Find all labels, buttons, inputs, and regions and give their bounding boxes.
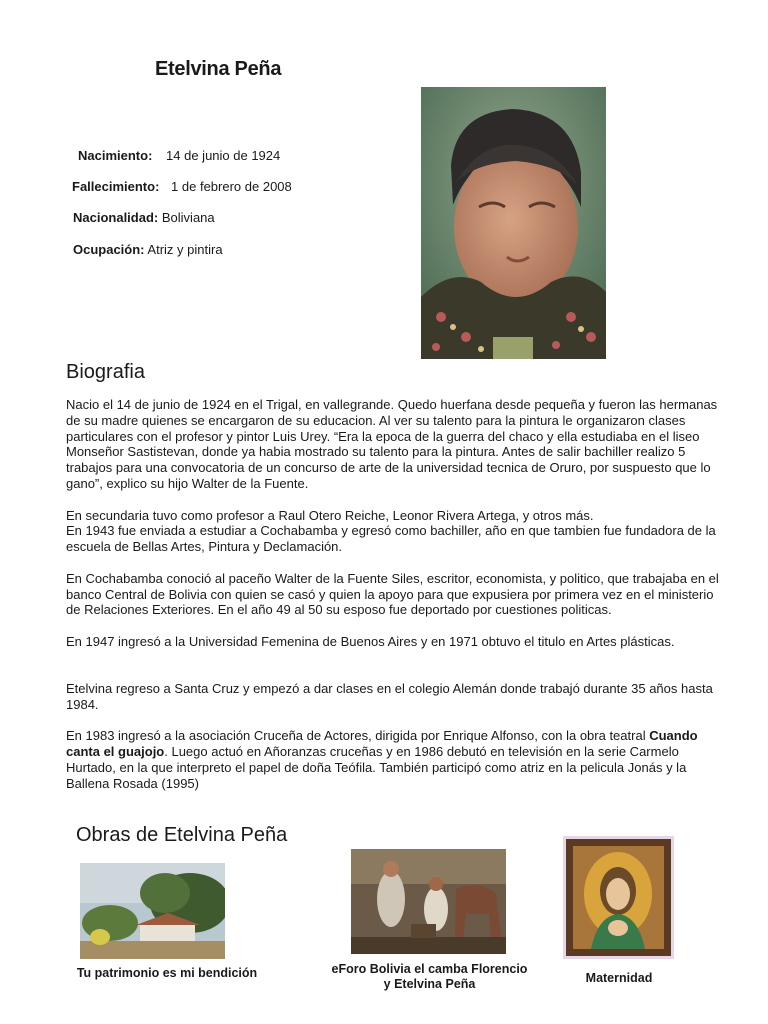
biography-text-segment: . Luego actuó en Añoranzas cruceñas y en 1986 debutó en televisión en la serie Carmelo Hurtado, en la que interpreto el papel de doña Teófila. También participó como atriz en la pelicula Jonás y la Ballena Rosada (1995)	[66, 743, 687, 791]
biography-paragraph: Etelvina regreso a Santa Cruz y empezó a dar clases en el colegio Alemán donde trabajó durante 35 años hasta 1984.	[66, 680, 713, 712]
fact-label: Fallecimiento:	[72, 179, 160, 194]
biography-heading: Biografia	[66, 361, 145, 383]
page-title: Etelvina Peña	[155, 58, 282, 80]
biography-text	[66, 397, 726, 807]
works-heading: Obras de Etelvina Peña	[76, 824, 288, 846]
fact-label: Nacionalidad:	[73, 210, 159, 225]
artwork-caption: Tu patrimonio es mi bendición	[76, 966, 258, 980]
portrait-photo	[421, 87, 606, 359]
artwork-maternidad-image	[563, 836, 674, 959]
fact-label: Nacimiento:	[78, 148, 153, 163]
biography-paragraph: Nacio el 14 de junio de 1924 en el Trigal, en vallegrande. Quedo huerfana desde pequeña y fueron las hermanas de su madre quienes se encargaron de su educacion. Al ver su talento para la pintura le organizaron clases particulares con el profesor y pintor Luis Urey. “Era la epoca de la guerra del chaco y ella estudiaba en el liseo Monseñor Sastistevan, donde ya habia mostrado su talento para la pintura. Antes de salir bachiller realizo 5 trabajos para una convocatoria de un concurso de arte de la universidad tecnica de Oruro, por suspuesto que lo gano”, explico su hijo Walter de la Fuente.	[66, 397, 718, 491]
artwork-caption-line: y Etelvina Peña	[383, 977, 476, 991]
biography-paragraph	[66, 508, 726, 555]
biography-paragraph	[66, 728, 726, 791]
biography-line: En secundaria tuvo como profesor a Raul Otero Reiche, Leonor Rivera Artega, y otros más.	[66, 507, 594, 523]
biography-paragraph: En Cochabamba conoció al paceño Walter de la Fuente Siles, escritor, economista, y politico, que trabajaba en el banco Central de Bolivia con quien se casó y quien la apoyo para que expusiera por primera vez en el ministerio de Relaciones Exteriores. En el año 49 al 50 su esposo fue deportado por cuestiones politicas.	[66, 570, 719, 618]
fact-death	[72, 179, 292, 194]
fact-label: Ocupación:	[73, 242, 145, 257]
artwork-landscape-image	[80, 863, 225, 959]
artwork-caption	[322, 962, 537, 992]
artwork-caption-line: eForo Bolivia el camba Florencio	[331, 962, 528, 976]
artwork-caption: Maternidad	[585, 971, 653, 985]
fact-value: 1 de febrero de 2008	[171, 179, 292, 194]
artwork-camba-florencio-image	[351, 849, 506, 954]
biography-line: En 1943 fue enviada a estudiar a Cochabamba y egresó como bachiller, año en que tambien fue fundadora de la escuela de Bellas Artes, Pintura y Declamación.	[66, 523, 716, 555]
biography-paragraph: En 1947 ingresó a la Universidad Femenina de Buenos Aires y en 1971 obtuvo el titulo en Artes plásticas.	[66, 633, 675, 649]
fact-value: Atriz y pintira	[147, 242, 223, 257]
fact-value: 14 de junio de 1924	[166, 148, 281, 163]
play-title: Cuando canta el guajojo	[66, 728, 698, 759]
biography-text-segment: En 1983 ingresó a la asociación Cruceña de Actores, dirigida por Enrique Alfonso, con la obra teatral	[66, 728, 650, 744]
fact-value: Boliviana	[161, 210, 215, 225]
fact-nationality	[73, 210, 215, 225]
fact-occupation	[73, 242, 223, 257]
fact-birth	[78, 148, 280, 163]
